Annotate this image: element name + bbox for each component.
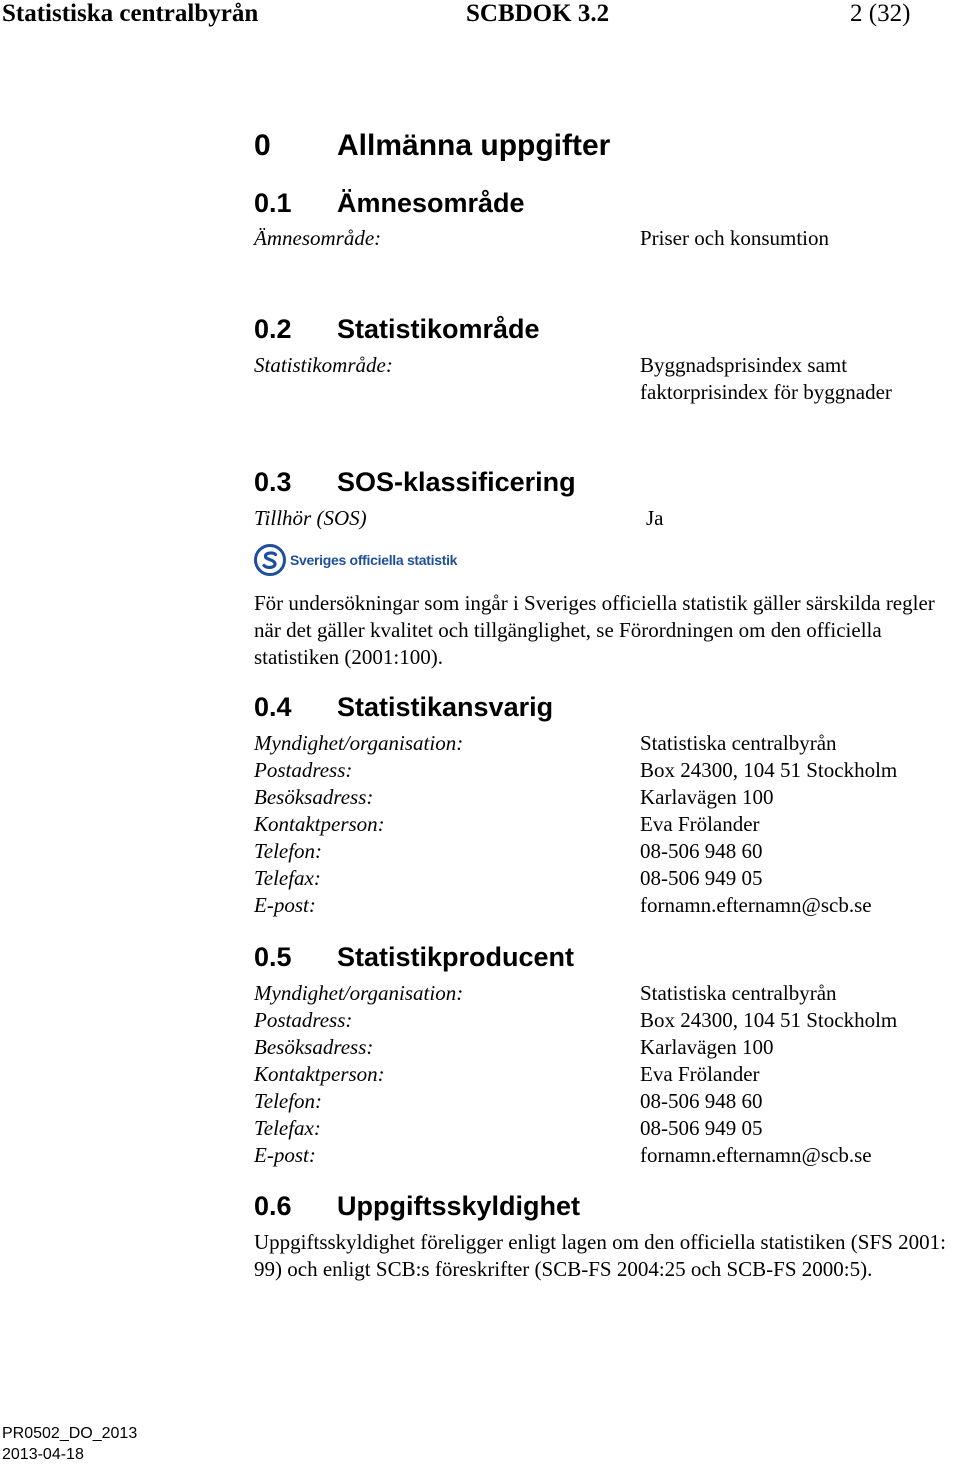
ansvarig-value-postadress: Box 24300, 104 51 Stockholm <box>640 758 898 782</box>
section-0-5-number: 0.5 <box>254 942 292 972</box>
ansvarig-value-telefon: 08-506 948 60 <box>640 839 763 863</box>
ansvarig-label-epost: E-post: <box>254 893 316 917</box>
producent-value-telefon: 08-506 948 60 <box>640 1089 763 1113</box>
ansvarig-value-besoksadress: Karlavägen 100 <box>640 785 774 809</box>
section-0-2-title: Statistikområde <box>337 314 540 344</box>
sos-description: För undersökningar som ingår i Sveriges officiella statistik gäller särskilda regler när det gäller kvalitet och tillgänglighet, se Förordningen om den officiella statistiken (2001:100). <box>254 591 935 669</box>
ansvarig-value-kontaktperson: Eva Frölander <box>640 812 760 836</box>
section-0-number: 0 <box>254 129 271 162</box>
section-0-4-title: Statistikansvarig <box>337 692 554 722</box>
producent-label-myndighet: Myndighet/organisation: <box>254 981 464 1005</box>
section-0-3-title: SOS-klassificering <box>337 467 576 497</box>
ansvarig-label-telefax: Telefax: <box>254 866 321 890</box>
producent-label-epost: E-post: <box>254 1143 316 1167</box>
amnesomrade-value: Priser och konsumtion <box>640 226 829 250</box>
ansvarig-label-postadress: Postadress: <box>254 758 353 782</box>
section-0-6-title: Uppgiftsskyldighet <box>337 1191 581 1221</box>
producent-label-telefax: Telefax: <box>254 1116 321 1140</box>
producent-value-postadress: Box 24300, 104 51 Stockholm <box>640 1008 898 1032</box>
section-0-6-number: 0.6 <box>254 1191 292 1221</box>
producent-label-telefon: Telefon: <box>254 1089 323 1113</box>
ansvarig-value-telefax: 08-506 949 05 <box>640 866 763 890</box>
producent-value-epost: fornamn.efternamn@scb.se <box>640 1143 872 1167</box>
sos-label: Tillhör (SOS) <box>254 506 367 530</box>
statistikomrade-value-line2: faktorprisindex för byggnader <box>640 380 892 404</box>
uppgiftsskyldighet-text: Uppgiftsskyldighet föreligger enligt lagen om den officiella statistiken (SFS 2001: 99) och enligt SCB:s föreskrifter (SCB-FS 2004:25 och SCB-FS 2000:5). <box>254 1230 946 1281</box>
header-org: Statistiska centralbyrån <box>2 0 259 27</box>
sos-value: Ja <box>646 506 664 530</box>
ansvarig-value-myndighet: Statistiska centralbyrån <box>640 731 837 755</box>
producent-value-telefax: 08-506 949 05 <box>640 1116 763 1140</box>
ansvarig-value-epost: fornamn.efternamn@scb.se <box>640 893 872 917</box>
section-0-1-title: Ämnesområde <box>337 188 525 218</box>
ansvarig-label-myndighet: Myndighet/organisation: <box>254 731 464 755</box>
section-0-5-title: Statistikproducent <box>337 942 575 972</box>
statistikomrade-value-line1: Byggnadsprisindex samt <box>640 353 848 377</box>
producent-label-postadress: Postadress: <box>254 1008 353 1032</box>
section-0-2-number: 0.2 <box>254 314 292 344</box>
section-0-4-number: 0.4 <box>254 692 292 722</box>
footer-doc-code: PR0502_DO_2013 <box>2 1425 138 1442</box>
sos-logo-icon <box>254 544 286 576</box>
footer-date: 2013-04-18 <box>2 1446 84 1463</box>
sos-logo-text: Sveriges officiella statistik <box>290 552 458 568</box>
header-doc-id: SCBDOK 3.2 <box>466 0 610 27</box>
producent-value-kontaktperson: Eva Frölander <box>640 1062 760 1086</box>
section-0-3-number: 0.3 <box>254 467 292 497</box>
sos-logo <box>254 544 457 576</box>
section-0-1-number: 0.1 <box>254 188 292 218</box>
ansvarig-label-besoksadress: Besöksadress: <box>254 785 374 809</box>
header-page-number: 2 (32) <box>850 0 911 27</box>
producent-value-besoksadress: Karlavägen 100 <box>640 1035 774 1059</box>
producent-value-myndighet: Statistiska centralbyrån <box>640 981 837 1005</box>
statistikomrade-label: Statistikområde: <box>254 353 393 377</box>
producent-label-besoksadress: Besöksadress: <box>254 1035 374 1059</box>
producent-label-kontaktperson: Kontaktperson: <box>254 1062 385 1086</box>
ansvarig-label-kontaktperson: Kontaktperson: <box>254 812 385 836</box>
section-0-title: Allmänna uppgifter <box>337 129 611 162</box>
ansvarig-label-telefon: Telefon: <box>254 839 323 863</box>
amnesomrade-label: Ämnesområde: <box>254 226 382 250</box>
